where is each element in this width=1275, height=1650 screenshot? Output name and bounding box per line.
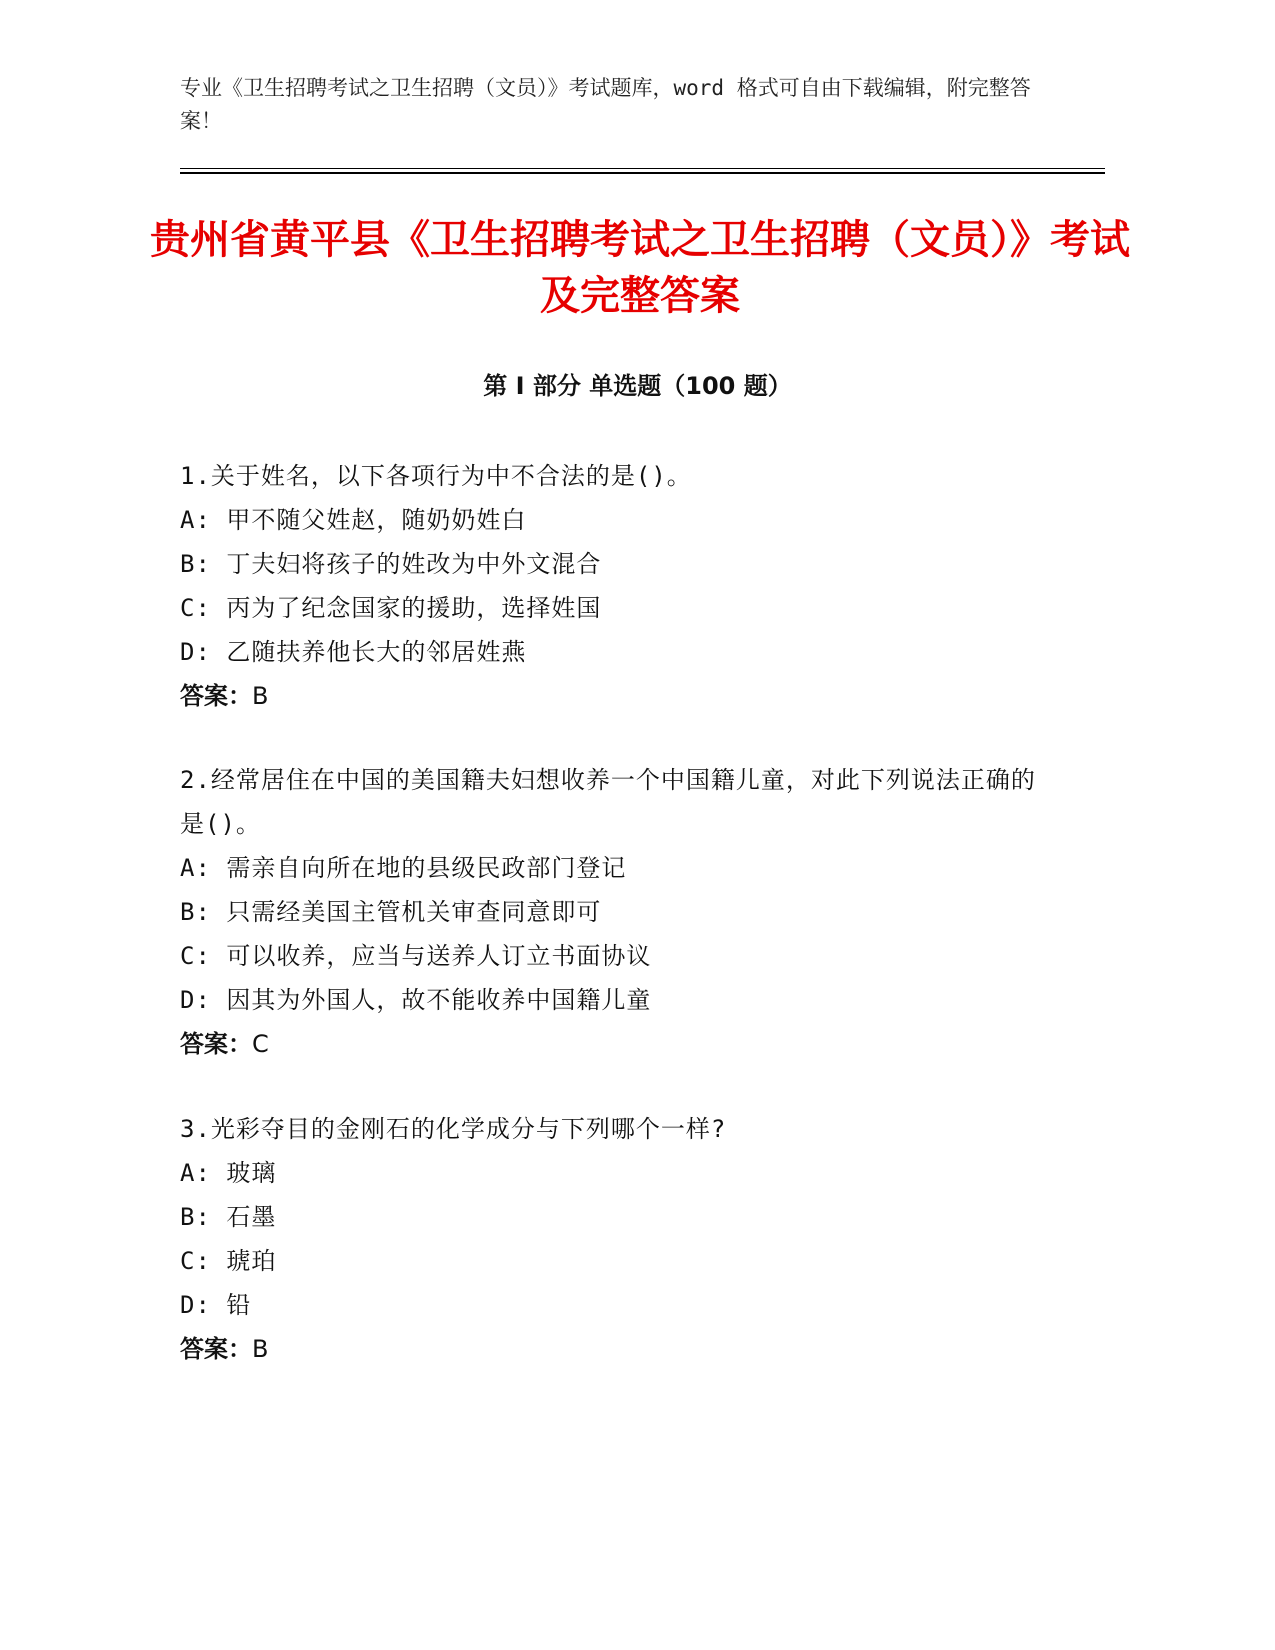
question-text: 2.经常居住在中国的美国籍夫妇想收养一个中国籍儿童，对此下列说法正确的是()。	[180, 766, 1036, 838]
option-d: D: 铅	[180, 1291, 252, 1319]
answer-value: B	[252, 682, 269, 710]
header-divider-thin	[180, 168, 1105, 169]
option-b: B: 丁夫妇将孩子的姓改为中外文混合	[180, 550, 602, 578]
header-note: 专业《卫生招聘考试之卫生招聘（文员）》考试题库，word 格式可自由下载编辑，附完整答案！	[180, 76, 1031, 133]
answer-line	[180, 1022, 1060, 1066]
document-title: 贵州省黄平县《卫生招聘考试之卫生招聘（文员）》考试及完整答案	[150, 217, 1130, 319]
option-b: B: 只需经美国主管机关审查同意即可	[180, 898, 602, 926]
option-d: D: 乙随扶养他长大的邻居姓燕	[180, 638, 527, 666]
answer-label: 答案：	[180, 682, 252, 710]
option-d: D: 因其为外国人，故不能收养中国籍儿童	[180, 986, 652, 1014]
answer-line	[180, 1327, 1060, 1371]
option-a: A: 玻璃	[180, 1159, 277, 1187]
option-c: C: 琥珀	[180, 1247, 277, 1275]
option-b: B: 石墨	[180, 1203, 277, 1231]
answer-label: 答案：	[180, 1030, 252, 1058]
question-text: 1.关于姓名，以下各项行为中不合法的是()。	[180, 462, 692, 490]
answer-line	[180, 674, 1060, 718]
answer-label: 答案：	[180, 1335, 252, 1363]
answer-value: C	[252, 1030, 269, 1058]
option-a: A: 甲不随父姓赵，随奶奶姓白	[180, 506, 527, 534]
option-c: C: 丙为了纪念国家的援助，选择姓国	[180, 594, 602, 622]
header-divider-thick	[180, 172, 1105, 174]
question-3	[180, 1107, 1060, 1371]
section-heading: 第 I 部分 单选题（100 题）	[483, 372, 792, 400]
option-a: A: 需亲自向所在地的县级民政部门登记	[180, 854, 627, 882]
answer-value: B	[252, 1335, 269, 1363]
question-2	[180, 758, 1060, 1066]
option-c: C: 可以收养，应当与送养人订立书面协议	[180, 942, 652, 970]
question-1	[180, 454, 1060, 718]
question-text: 3.光彩夺目的金刚石的化学成分与下列哪个一样?	[180, 1115, 727, 1143]
